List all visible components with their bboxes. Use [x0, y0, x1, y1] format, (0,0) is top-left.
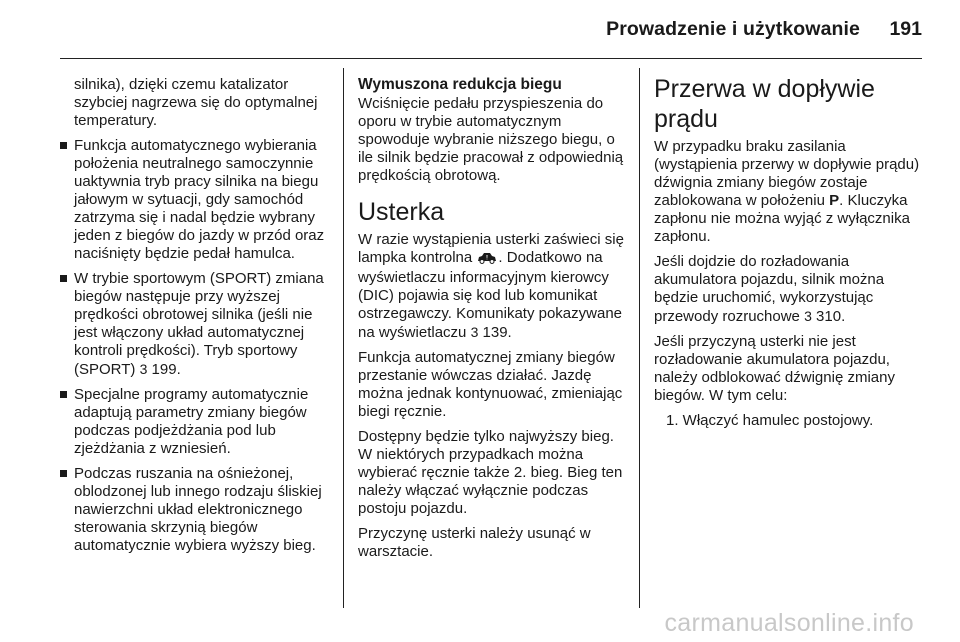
reference-page[interactable]: 199. — [151, 361, 181, 378]
watermark: carmanualsonline.info — [664, 609, 914, 637]
paragraph — [654, 138, 922, 246]
bullet-icon — [60, 142, 67, 149]
column-3 — [654, 76, 922, 437]
section-heading: Wymuszona redukcja biegu — [358, 76, 562, 93]
list-item-text: Funkcja automatycznego wybierania położenia neutralnego samoczynnie uaktywnia tryb pracy silnika na biegu jałowym w sytuacji, gdy samochód zatrzyma się i nadal będzie wybrany jeden z biegów do jazdy w przód oraz naciśnięty będzie pedał hamulca. — [74, 137, 325, 262]
paragraph: Wciśnięcie pedału przyspieszenia do oporu w trybie automatycznym spowoduje wybranie niższego biegu, o ile silnik będzie pracował z odpowiednią prędkością obrotową. — [358, 95, 624, 184]
paragraph-text: Jeśli dojdzie do rozładowania akumulatora pojazdu, silnik można będzie uruchomić, wykorzystując przewody rozruchowe — [654, 253, 885, 325]
gear-position-label: P — [829, 192, 840, 209]
paragraph — [654, 253, 922, 326]
reference-page[interactable]: 310. — [816, 308, 846, 325]
paragraph-text: . Kluczyka zapłonu nie można wyjąć z wyłącznika zapłonu. — [654, 192, 910, 245]
bullet-icon — [60, 391, 67, 398]
paragraph — [358, 231, 628, 342]
list-item — [60, 270, 330, 379]
list-item — [60, 465, 330, 555]
section-heading: Przerwa w dopływie prądu — [654, 75, 875, 133]
column-1 — [60, 76, 330, 562]
reference-arrow-icon[interactable]: 3 — [139, 361, 148, 377]
section-heading: Usterka — [358, 198, 445, 226]
bullet-icon — [60, 275, 67, 282]
paragraph-text: W przypadku braku zasilania (wystąpienia przerwy w dopływie prądu) dźwignia zmiany biegów zostaje zablokowana w położeniu — [654, 138, 920, 209]
list-item — [60, 386, 330, 458]
paragraph: Jeśli przyczyną usterki nie jest rozładowanie akumulatora pojazdu, należy odblokować dźwignię zmiany biegów. W tym celu: — [654, 333, 895, 404]
paragraph: Dostępny będzie tylko najwyższy bieg. W niektórych przypadkach można wybierać ręcznie także 2. bieg. Bieg ten należy włączać wyłącznie podczas postoju pojazdu. — [358, 428, 623, 517]
numbered-item: 1. Włączyć hamulec postojowy. — [666, 412, 874, 429]
list-item-text: W trybie sportowym (SPORT) zmiana biegów następuje przy wyższej prędkości obrotowej silnika (jeśli nie jest włączony układ automatycznej kontroli prędkości). Tryb sportowy (SPORT) — [74, 270, 324, 378]
continued-paragraph: silnika), dzięki czemu katalizator szybciej nagrzewa się do optymalnej temperatury. — [74, 76, 318, 129]
page-header — [60, 18, 922, 59]
paragraph: Funkcja automatycznej zmiany biegów przestanie wówczas działać. Jazdę można jednak kontynuować, zmieniając biegi ręcznie. — [358, 349, 623, 420]
paragraph: Przyczynę usterki należy usunąć w warsztacie. — [358, 525, 591, 560]
list-item — [60, 137, 330, 263]
column-divider — [343, 68, 344, 608]
reference-arrow-icon[interactable]: 3 — [804, 308, 812, 324]
list-item-text: Specjalne programy automatycznie adaptują parametry zmiany biegów podczas podjeżdżania pod lub zjeżdżania z wzniesień. — [74, 386, 309, 457]
column-divider — [639, 68, 640, 608]
column-2 — [358, 76, 628, 568]
reference-page[interactable]: 139. — [482, 324, 512, 341]
page-title: Prowadzenie i użytkowanie — [606, 18, 860, 40]
reference-arrow-icon[interactable]: 3 — [470, 324, 479, 340]
car-warning-icon — [477, 251, 497, 269]
bullet-icon — [60, 470, 67, 477]
paragraph-text: W razie wystąpienia usterki zaświeci się lampka kontrolna — [358, 231, 624, 266]
list-item-text: Podczas ruszania na ośnieżonej, oblodzonej lub innego rodzaju śliskiej nawierzchni układ elektronicznego sterowania skrzynią biegów automatycznie wybiera wyższy bieg. — [74, 465, 322, 554]
page-number: 191 — [889, 18, 922, 40]
paragraph-text: . Dodatkowo na wyświetlaczu informacyjnym kierowcy (DIC) pojawia się kod lub komunikat ostrzegawczy. Komunikaty pokazywane na wyświetlaczu — [358, 249, 623, 341]
